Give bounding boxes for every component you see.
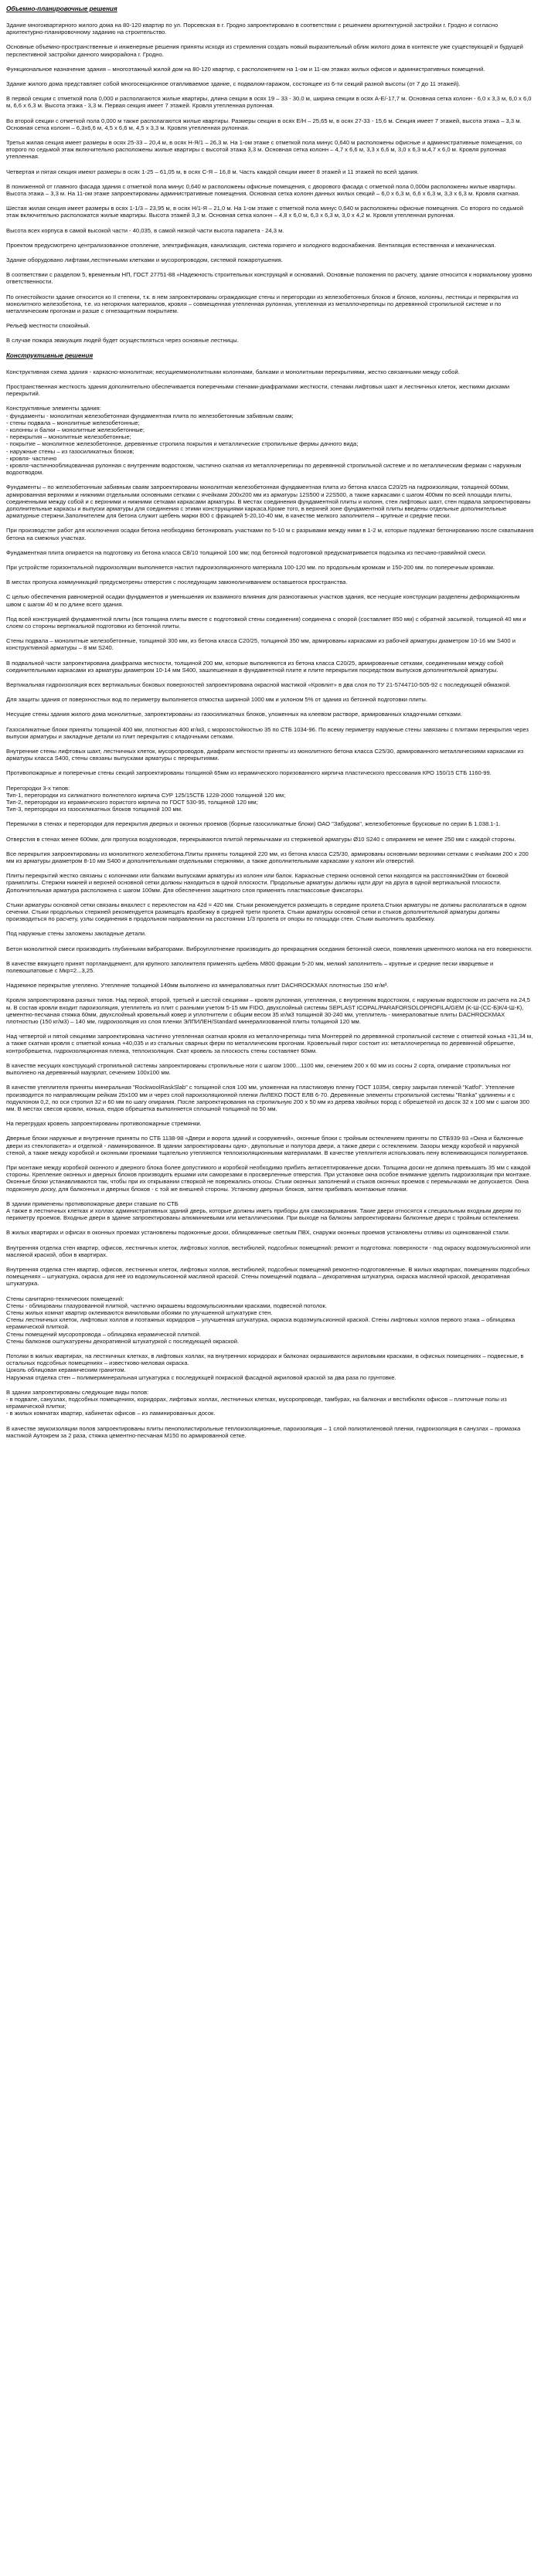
section-paragraph: Стыки арматуры основной сетки связаны внахлест с перехлестом на 42d = 420 мм. Стыки рекомендуется размещать в середине пролета.Стыки арматуры не должны располагаться в одном сечении. Стыки продольных стержней рекомендуется размещать вразбежку в средней трети пролета. Стыки арматуры основной сетки и стыков дополнительной арматуры должны производиться по расчету, узлы соединения в продольном направлении на расстоянии 1/3 пролета от опоры по площади стен. Стыки выполнить вразбежку. bbox=[6, 901, 526, 923]
section-paragraph: Четвертая и пятая секция имеют размеры в осях 1-25 – 61,05 м, в осях С-Я – 16,8 м. Часть каждой секции имеет 8 этажей и 11 этажей по всей здания. bbox=[6, 168, 419, 175]
section-paragraph: Дверные блоки наружные и внутренние приняты по СТБ 1138-98 «Двери и ворота зданий и сооружений», оконные блоки с тройным остеклением приняты по СТБ939-93 «Окна и балконные двери из стеклопакета» и отделкой - ламинированное. В здании запроектированы одно-, двупольные и полутора двери, а также двери с остеклением. Зазоры между коробкой и наружной стеной, а также между коробкой и оконными проемами тщательно утепляются теплоизоляционными материалами. В качестве утеплителя использовать пену вспенивающихся полиуретанов. bbox=[6, 1135, 529, 1156]
section-paragraph: Во второй секции с отметкой пола 0,000 м также располагаются жилые квартиры. Размеры секции в осях Е/Н – 25,65 м, в осях 27-33 - 15,6 м. Секция имеет 7 этажей, высота этажа – 3,3 м. Основная сетка колонн – 6,3х6,6 м, 4,5 х 6,6 м, 4,5 х 3,3 м. Кровля утепленная рулонная. bbox=[6, 117, 522, 131]
section-paragraph: Конструктивная схема здания - каркасно-монолитная; несущиеммонолитными колоннами, балками и монолитными перекрытиями, жестко связанными между собой. bbox=[6, 368, 460, 375]
section-paragraph: Фундаменты – по железобетонным забивным сваям запроектированы монолитная железобетонная фундаментная плита из бетона класса С20/25 на гидроизоляции, толщиной 600мм, армированная верхними и нижними отдельными основными сетками с ячейками 200х200 мм из арматуры 12S500 и 22S500, а также каркасами с шагом 400мм по всей площади плиты, соединенными между собой и с верхними и нижними сетками каркасами арматуры. В местах соединения фундаментной плиты и колонн, стен лифтовых шахт, стен подвала запроектированы дополнительные каркасы и выпуски арматуры для соединения с этими конструкциями каркаса.Кроме того, в верхней зоне фундаментной плиты введены отдельные дополнительные арматурные стержни.Заполнителем для бетона служит щебень марки 800 с фракцией 5-20,10-40 мм, в качестве мелкого заполнителя – крупные и средние пески. bbox=[6, 484, 531, 520]
section-paragraph: Перемычки в стенах и перегородки для перекрытия дверных и оконных проемов (борные газосиликатные блоки) ОАО "Забудова", железобетонные брусковые по серии Б 1.038.1-1. bbox=[6, 820, 501, 828]
section-paragraph: Функциональное назначение здания – многоэтажный жилой дом на 80-120 квартир, с расположением на 1-ом и 11-ом этажах жилых офисов и административных помещений. bbox=[6, 65, 485, 73]
section-paragraph: Над четвертой и пятой секциями запроектирована частично утепленная скатная кровля из металлочерепицы типа Монтеррей по деревянной стропильной системе с отметкой конька +31,34 м, а также скатная кровля с отметкой конька +40,035 и из стальных сварных ферм по металлическим прогонам. Кровельный пирог состоит из: металлочерепица по деревянной обрешетке, контробрешетка, гидроизоляционная пленка, теплоизоляция. Скат кровель за плоскость стены составляет 60мм. bbox=[6, 1033, 533, 1054]
section-paragraph: Отверстия в стенах менее 600мм, для пропуска воздуховодов, перекрываются плитой перемычками из стержневой арматуры Ø10 S240 с опиранием не менее 250 мм с каждой стороны. bbox=[6, 835, 516, 843]
section-paragraph: Под наружные стены заложены закладные детали. bbox=[6, 930, 147, 938]
section-paragraph: В здании применены противопожарные двери ставшие по СТБ А также в лестничных клетках и холлах административных зданий дверь, которые должны иметь приборы для самозакрывания. Такие двери относятся к специальным входным дверям по периметру проемов. Входные двери в здание запроектированы алюминиевыми или металлическими. При выходе на балконы запроектированы балконные двери с тройным остеклением. bbox=[6, 1200, 521, 1222]
section-heading: Объемно-планировочные решения bbox=[6, 5, 117, 12]
section-paragraph: Кровля запроектирована разных типов. Над первой, второй, третьей и шестой секциями – кровля рулонная, утепленная, с внутренним водостоком, с наружным водостоком из расчета на 24,5 м. В состав кровли входит пароизоляция, утеплитель из плит с разными учетом 5-15 мм FIDO, двухслойный системы SEPLAST ICOPAL/PARAFORSOLOPROFILA/GEM (K-Ш-(СС-Б)К/4-Ш-К), цементно-песчаная стяжка 60мм, двухслойный кровельный ковер и уплотнители с общим весом 35 кг/м3 толщиной 30-240 мм, утеплитель - минераловатные плиты DACHROCKMAX плотностью (150 кг/м3) – 140 мм, гидроизоляция из слоя пленки ЭЛПИЛЕН/Standard минерализованной плиты толщиной 120 мм. bbox=[6, 996, 530, 1026]
section-paragraph: В пониженной от главного фасада здания с отметкой пола минус 0,640 м расположены офисные помещения, с дворового фасада с отметкой пола 0,000м расположены жилые квартиры. Высота этажа – 3,3 м. На 11-ом этаже запроектированы административные помещения. Основная сетка колонн данных жилых секций – 6,0 х 6,3 м, 6,6 х 6,3 м, 3,3 х 6,3 м. Кровля скатная. bbox=[6, 182, 520, 198]
section-paragraph: В качестве звукоизоляции полов запроектированы плиты пенополистирольные теплоизоляционные, пароизоляция – 1 слой полиэтиленовой пленки, гидроизоляция в санузлах – промазка мастикой Аутокрем за 2 раза, стяжка цементно-песчаная М150 по армированной сетке. bbox=[6, 1424, 521, 1439]
section-heading: Конструктивные решения bbox=[6, 351, 94, 359]
section-paragraph: Для защиты здания от поверхностных вод по периметру выполняется отмостка шириной 1000 мм и уклоном 5% от здания из бетонной подготовки плиты. bbox=[6, 696, 427, 704]
section-paragraph: С целью обеспечения равномерной осадки фундаментов и уменьшения их взаимного влияния для разноэтажных участков здания, все несущие конструкции разделены деформационным швом с шагом 40 м по длине всего здания. bbox=[6, 593, 520, 608]
section-paragraph: В случае пожара эвакуация людей будет осуществляться через основные лестницы. bbox=[6, 337, 239, 344]
section-paragraph: Стены подвала – монолитные железобетонные, толщиной 300 мм, из бетона класса С20/25, толщиной 350 мм, армированы каркасами из рабочей арматуры диаметром 10-16 мм S400 и конструктивной арматуры – 8 мм S240. bbox=[6, 637, 515, 652]
section-paragraph: Надземное перекрытие утеплено. Утепление толщиной 140мм выполнено из минераловатных плит DACHROCKMAX плотностью 150 кг/м³. bbox=[6, 982, 389, 989]
section-paragraph: По огнестойкости здание относится ко II степени, т.к. в нем запроектированы ограждающие стены и перегородки из железобетонных блоков и блоков, колонны, лестницы и перекрытия из монолитного железобетона, т.е. из негорючих материалов, кровля – совмещенная утепленная рулонная, утепленная из металлочерепицы по деревянной стропильной системе и по металлическим прогонам и разше с огнезащитным покрытием. bbox=[6, 293, 519, 315]
section-paragraph: В соответствии с разделом 5, временным НП, ГОСТ 27751-88 «Надежность строительных конструкций и оснований. Основные положения по расчету, здание относится к нормальному уровню ответственности. bbox=[6, 271, 532, 286]
section-paragraph: Под всей конструкцией фундаментной плиты (вся толщина плиты вместе с подготовкой стены соединения) соединена с опорой (составляет 850 мм) с обратной засыпкой, толщиной 40 мм и слоем со стороны вертикальной подготовки из бетонной плиты. bbox=[6, 615, 526, 630]
section-paragraph: Рельеф местности спокойный. bbox=[6, 322, 90, 330]
section-paragraph: При монтаже между коробкой оконного и дверного блока более допустимого и коробкой необходимо прибить антисептированные доски. Толщина доски не должна превышать 35 мм с каждой стороны. Крепление оконных и дверных блоков производить ершами или саморезами в просверленные отверстия. При установке окна особое внимание уделить гидроизоляции при монтаже. Оконные блоки устанавливаются так, чтобы при их открывании створкой не поврежались откосы. Стыки оконных заполнений и стыков оконных проемов с перемычками не допускается. Окна подоконную доску, для балконных и дверных блоков - с той же внешней стороны. Установку дверных блоков, затем прибивать монтажные планки. bbox=[6, 1163, 532, 1193]
section-paragraph: Высота всех корпуса в самой высокой части - 40,035, в самой низкой части высота парапета - 24,3 м. bbox=[6, 226, 284, 234]
section-paragraph: Перегородки 3-х типов: Тип-1, перегородки из силикатного полнотелого кирпича СУР 125/15СТБ 1228-2000 толщиной 120 мм; Тип-2, перегородки из керамического пористого кирпича по ГОСТ 530-95, толщиной 120 мм; Тип-3, перегородки из газосиликатных блоков толщиной 100 мм. bbox=[6, 784, 286, 813]
section-paragraph: В местах пропуска коммуникаций предусмотрены отверстия с последующим замоноличиванием оставшегося пространства. bbox=[6, 579, 348, 586]
section-paragraph: Здание многоквартирного жилого дома на 80-120 квартир по ул. Порсевская в г. Гродно запроектировано в соответствии с решением архитектурной застройки г. Гродно и согласно архитектурно-планировочному заданию на строительство. bbox=[6, 22, 498, 36]
section-paragraph: Шестая жилая секция имеет размеры в осях 1-1/3 – 23,95 м, в осях Н/1-Я – 21,0 м. На 1-ом этаже с отметкой пола минус 0,640 м расположены офисные помещения. Со второго по седьмой этаж включительно расположатся жилые квартиры. Высота этажей 3,3 м. Основная сетка колонн – 4,8 х 6,0 м, 6,3 х 6,3 м, 3,0 х 4,2 м. Кровля утепленная рулонная. bbox=[6, 205, 523, 219]
section-paragraph: Внутренняя отделка стен квартир, офисов, лестничных клеток, лифтовых холлов, вестибюлей, подсобных помещений ремонтно-подготовленные. В жилых квартирах, помещениях подсобных помещениях – штукатурка, окраска для неё из водоэмульсионной масляной краской. Стены помещений подвала – декоративная штукатурка, окраска масляной краской, декоративная штукатурка. bbox=[6, 1265, 530, 1288]
section-paragraph: В жилых квартирах и офисах в оконных проемах установлены подоконные доски, облицованные светлым ПВХ, снаружи оконных проемов установлены отливы из оцинкованной стали. bbox=[6, 1229, 510, 1237]
section-paragraph: Вертикальная гидроизоляция всех вертикальных боковых поверхностей запроектирована окрасной мастикой «Кровлит» в два слоя по ТУ 21-5744710-505-92 с последующей обмазкой. bbox=[6, 680, 511, 688]
section-paragraph: Здание жилого дома представляет собой многосекционное отапливаемое здание, с подвалом-гаражом, состоящее из 6-ти секций разной высоты (от 7 до 11 этажей). bbox=[6, 80, 461, 88]
section-paragraph: В первой секции с отметкой пола 0,000 и располагаются жилые квартиры, длина секции в осях 19 – 33 - 30.0 м, ширина секции в осях А-Е/-17,7 м. Основная сетка колонн - 6,0 х 3,3 м, 6,0 х 6,0 м, 6,6 х 6,3 м. Высота этажа - 3,3 м. Первая секция имеет 7 этажей. Кровля утепленная рулонная. bbox=[6, 95, 532, 110]
section-paragraph: Пространственная жесткость здания дополнительно обеспечивается поперечными стенами-диафрагмами жесткости, стенами лифтовых шахт и лестничных клеток, жесткими дисками перекрытий. bbox=[6, 382, 510, 398]
section-paragraph: В качестве несущих конструкций стропильной системы запроектированы стропильные ноги с шагом 1000...1100 мм, сечением 200 х 60 мм из сосны 2 сорта, опирание стропильных ног выполнено на деревянный мауэрлат, сечением 100х100 мм. bbox=[6, 1061, 511, 1077]
section-paragraph: В здании запроектированы следующие виды полов: - в подвале, санузлах, подсобных помещениях, коридорах, лифтовых холлах, лестничных клетках, мусоропроводе, тамбурах, на балконах и вестибюлях офисов – плиточные полы из керамической плитки; - в жилых комнатах квартир, кабинетах офисов – из ламинированных досок. bbox=[6, 1388, 507, 1417]
section-paragraph: В подвальной части запроектирована диафрагма жесткости, толщиной 200 мм, которые выполняются из бетона класса С20/25, армированные сетками, соединенными между собой соединительными каркасами из арматуры диаметром 10-14 мм S400, зашлешенная в фундаментной плите и плите перекрытия посредством выпусков дополнительной арматуры. bbox=[6, 659, 504, 674]
section-paragraph: На перегрудах кровель запроектированы противопожарные стремянки. bbox=[6, 1120, 202, 1128]
section-paragraph: Фундаментная плита опирается на подготовку из бетона класса С8/10 толщиной 100 мм; под бетонной подготовкой предусматривается подсыпка из песчано-гравийной смеси. bbox=[6, 548, 487, 556]
section-paragraph: Все перекрытия запроектированы из монолитного железобетона.Плиты приняты толщиной 220 мм, из бетона класса С25/30, армированы основными верхними сетками с ячейками 200 х 200 мм из арматуры диаметром 8-10 мм S400 и дополнительными отдельными стержнями, а также дополнительными каркасами у колонн и/и отверстий. bbox=[6, 850, 529, 865]
section-paragraph: Газосиликатные блоки приняты толщиной 400 мм, плотностью 400 кг/м3, с морозостойкостью 35 по СТБ 1034-96. По всему периметру наружные стены завязаны с плитами перекрытия через выпуски арматуры и закладные детали из плит перекрытия с кладочными сетками. bbox=[6, 725, 529, 740]
section-paragraph: Здание оборудовано лифтами,лестничными клетками и мусоропроводом, системой пожаротушения. bbox=[6, 256, 283, 264]
section-paragraph: Плиты перекрытий жестко связаны с колоннами или балками выпусками арматуры из колонн или балок. Каркасные стержни основной сетки находятся на расстоянии20мм от боковой граниплиты. Стержни нижней и верхней основной сетки должны находиться в одной плоскости. Продольные арматуры должны идти друг на друга в одной вертикальной плоскости. Дополнительная арматура расположена с шагом 100мм. Для обеспечения защитного слоя применять пластмассовые фиксаторы. bbox=[6, 872, 509, 894]
section-paragraph: Потолки в жилых квартирах, на лестничных клетках, в лифтовых холлах, на внутренних коридорах и балконах окрашиваются акриловыми красками, в офисных помещениях – подвесные, в остальных подсобных помещениях – известково-меловая окраска. Цоколь облицован керамическим гранитом. Наружная отделка стен – полимерминеральная штукатурка с последующей покраской фасадной акриловой краской за два раза по грунтовке. bbox=[6, 1352, 524, 1381]
section-paragraph: Основные объемно-пространственные и инженерные решения приняты исходя из стремления создать новый выразительный облик жилого дома в контексте уже существующей и будущей перспективной застройки данного микрорайона г. Гродно. bbox=[6, 43, 523, 58]
section-paragraph: В качестве вяжущего принят портландцемент, для крупного заполнителя применять щебень М800 фракции 5-20 мм, мелкий заполнитель – крупные и средние пески кварцевые и полевошпатовые с Мкр=2...3,25. bbox=[6, 959, 494, 975]
section-paragraph: Внутренние стены лифтовых шахт, лестничных клеток, мусоропроводов, диафрагм жесткости приняты из монолитного бетона класса С25/30, армированного металлическими каркасами из арматуры класса S400, стены связаны выпусками арматуры с перекрытиями. bbox=[6, 748, 524, 762]
section-paragraph: При производстве работ для исключения осадки бетона необходимо бетонировать участками по 5-10 м с разрывами между ними в 1-2 м, которые подлежат бетонированию после схватывания бетона на смежных участках. bbox=[6, 527, 534, 541]
section-paragraph: Стены санитарно-технических помещений: Стены - облицованы глазурованной плиткой, частично окрашены водоэмульсионными красками, подвесной потолок. Стены жилых комнат квартир оклеиваются виниловыми обоями по улучшенной штукатурке стен. Стены лестничных клеток, лифтовых холлов и поэтажных коридоров – улучшенная штукатурка, окраска водоэмульсионной краской. Стены лифтовых холлов первого этажа – облицовка керамической плиткой. Стены помещений мусоропровода – облицовка керамической плиткой. Стены балконов оштукатурены декоративной штукатуркой с последующей окраской. bbox=[6, 1295, 515, 1345]
section-paragraph: При устройстве горизонтальной гидроизоляции выполняется настил гидроизоляционного материала 100-120 мм. по продольным кромкам и 150-200 мм. по поперечным кромкам. bbox=[6, 563, 495, 571]
section-paragraph: В качестве утеплителя приняты минеральная "RockwoolRaskSlab" с толщиной слоя 100 мм, уложенная на пластиковую пленку ГОСТ 10354, сверху закрытая пленкой "Katfol". Утепление производится по направляющим рейкам 25х100 мм и через слой пароизоляционной пленки ЛиЛЕКО ПОСТ ЕЛВ 6-70. Деревянные элементы стропильной системы "Ranka" удлинены и с подуклоном 0,2, по оси стропил 32 и 60 мм по шагу опирания. После запроектирования на стропильную 200 х 50 мм из дерева хвойных пород с обрешеткой из досок 32 х 100 мм с шагом 300 мм. В местах свесов кровли, конька, ендов обрешетка выполняется сплошной толщиной по 50 мм. bbox=[6, 1084, 529, 1112]
section-paragraph: Несущие стены здания жилого дома монолитные, запроектированы из газосиликатных блоков, уложенных на клеевом растворе, армированных кладочными сетками. bbox=[6, 711, 462, 718]
section-paragraph: Бетон монолитной смеси производить глубинными вибраторами. Виброуплотнение производить до прекращения оседания бетонной смеси, появления цементного молока на его поверхности. bbox=[6, 945, 533, 952]
section-paragraph: Третья жилая секция имеет размеры в осях 25-33 – 20,4 м, в осях Н-Я/1 – 26,3 м. На 1-ом этаже с отметкой пола минус 0,640 м расположены офисные и административные помещения, со второго по седьмой этаж включительно расположены жилые квартиры с высотой этажа 3,3 м. Основная сетка колонн – 4,7 х 6,6 м, 3,3 х 6,6 м, 3,0 х 6,3 м,4,7 х 6,0 м. Кровля рулонная утепленная. bbox=[6, 139, 522, 161]
section-paragraph: Конструктивные элементы здания: - фундаменты - монолитная железобетонная фундаментная плита по железобетонным забивным сваям; - стены подвала – монолитные железобетонные; - колонны и балки – монолитные железобетонные; - перекрытия – монолитные железобетонные; - покрытие – монолитное железобетонное, деревянные стропила покрытия и металлические стропильные фермы дачного вида; - наружные стены – из газосиликатных блоков; - кровля- частично - кровля-частичнооблицованная рулонная с внутренним водостоком, частично скатная из металлочерепицы по деревянной стропильной системе и по металлическим фермам с наружным водоотводом. bbox=[6, 405, 522, 477]
section-paragraph: Внутренняя отделка стен квартир, офисов, лестничных клеток, лифтовых холлов, вестибюлей, подсобных помещений: ремонт и подготовка: поверхности - под окраску водоэмульсионной или масляной краской, обои в квартирах. bbox=[6, 1244, 531, 1258]
section-paragraph: Противопожарные и поперечные стены секций запроектированы толщиной 65мм из керамического поризованного кирпича пластического прессования КРО 150/15 СТБ 1160-99. bbox=[6, 769, 492, 777]
section-paragraph: Проектом предусмотрено централизованное отопление, электрификация, канализация, система горячего и холодного водоснабжения. Вентиляция естественная и механическая. bbox=[6, 241, 496, 249]
